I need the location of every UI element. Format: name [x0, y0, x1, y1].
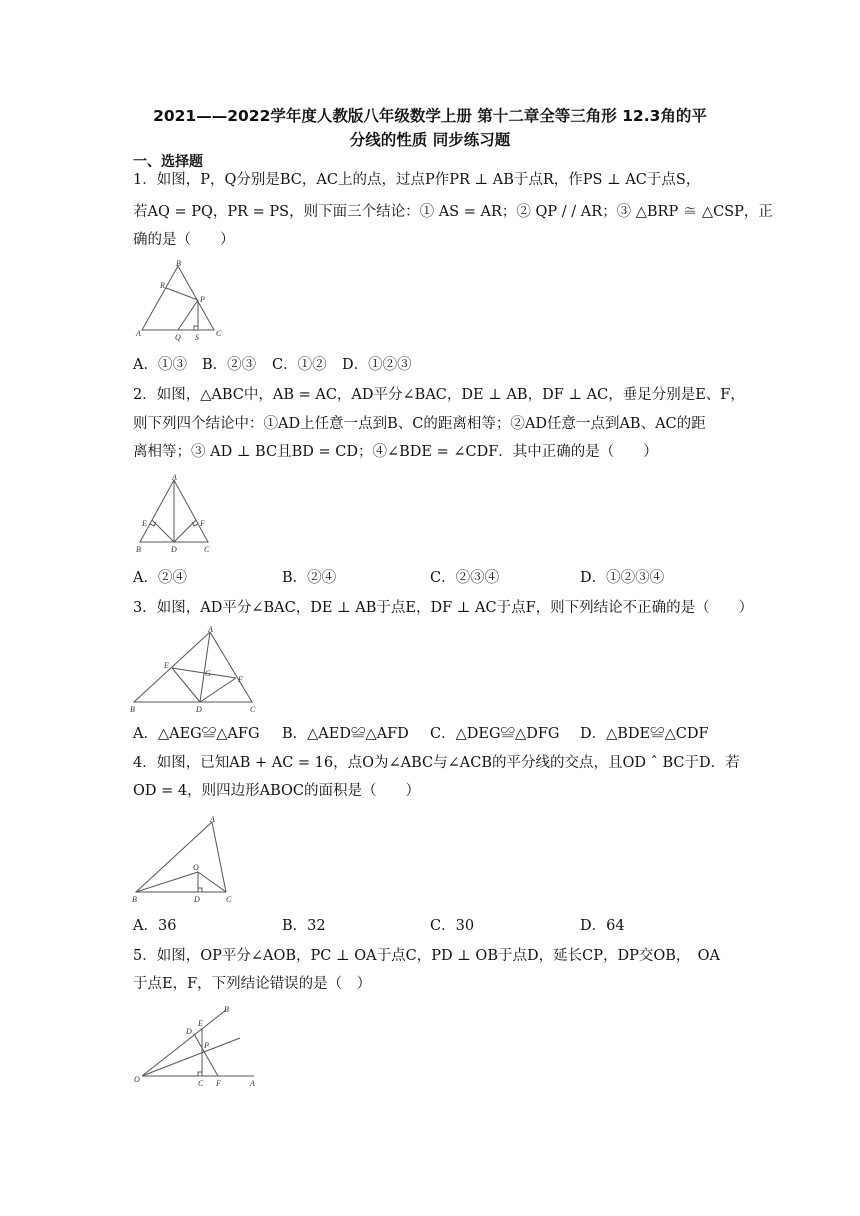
- q4-triangle: [136, 822, 226, 892]
- q3-label-d: D: [196, 705, 202, 714]
- q3-segment-df: [200, 678, 236, 702]
- q1-label-q: Q: [175, 333, 181, 342]
- q2-option-d[interactable]: D．①②③④: [580, 570, 665, 586]
- q2-label-c: C: [204, 545, 210, 554]
- q5-label-c: C: [198, 1079, 204, 1088]
- q2-label-e: E: [142, 519, 147, 528]
- q5-ray-ob: [142, 1010, 226, 1076]
- q2-option-c[interactable]: C．②③④: [430, 570, 500, 586]
- q3-triangle: [134, 632, 252, 702]
- section-heading: 一、选择题: [133, 154, 203, 170]
- q1-label-b: B: [176, 260, 181, 268]
- q4-label-c: C: [226, 895, 232, 904]
- q5-line-2: 于点E，F，下列结论错误的是（ ）: [133, 976, 372, 992]
- q5-line-1: 5．如图，OP平分∠AOB，PC ⊥ OA于点C，PD ⊥ OB于点D，延长CP，DP交OB， OA: [133, 948, 720, 964]
- q1-label-c: C: [216, 329, 222, 338]
- q1-label-s: S: [195, 333, 199, 342]
- q2-line-1: 2．如图，△ABC中，AB = AC，AD平分∠BAC，DE ⊥ AB，DF ⊥ AC，垂足分别是E、F，: [133, 387, 745, 403]
- q3-label-f: F: [238, 675, 243, 684]
- q5-ray-op: [142, 1038, 240, 1076]
- q2-line-3: 离相等；③ AD ⊥ BC且BD = CD；④∠BDE = ∠CDF．其中正确的是（ ）: [133, 444, 658, 460]
- q3-segment-ad: [200, 632, 210, 702]
- q1-right-angle-mark: [194, 326, 198, 330]
- q3-label-b: B: [130, 705, 135, 714]
- q5-label-p: P: [204, 1041, 209, 1050]
- q2-figure: [130, 474, 220, 556]
- q3-line-1: 3．如图，AD平分∠BAC，DE ⊥ AB于点E，DF ⊥ AC于点F，则下列结论不正确的是（ ）: [133, 600, 754, 616]
- q3-option-a[interactable]: A．△AEG≌△AFG: [133, 726, 260, 742]
- q5-label-e: E: [198, 1019, 203, 1028]
- q4-option-a[interactable]: A．36: [133, 918, 177, 934]
- q3-label-c: C: [250, 705, 256, 714]
- q1-label-r: R: [160, 281, 165, 290]
- q2-label-a: A: [172, 474, 177, 482]
- title-line-1: 2021——2022学年度人教版八年级数学上册 第十二章全等三角形 12.3角的平: [153, 107, 707, 125]
- q5-label-f: F: [216, 1079, 221, 1088]
- q5-label-b: B: [224, 1005, 229, 1014]
- q1-line-2: 若AQ = PQ，PR = PS，则下面三个结论：① AS = AR；② QP / / AR；③ △BRP ≅ △CSP，正: [133, 204, 773, 220]
- q4-right-angle-mark: [198, 888, 202, 892]
- q3-option-d[interactable]: D．△BDE≌△CDF: [580, 726, 709, 742]
- q5-label-d: D: [186, 1027, 192, 1036]
- q4-label-a: A: [210, 815, 215, 824]
- q4-figure: [130, 812, 240, 904]
- q4-label-o: O: [193, 863, 199, 872]
- q5-figure: [130, 1004, 260, 1090]
- q2-option-a[interactable]: A．②④: [133, 570, 187, 586]
- q3-label-g: G: [205, 669, 211, 678]
- q2-label-b: B: [136, 545, 141, 554]
- q4-line-2: OD = 4，则四边形ABOC的面积是（ ）: [133, 783, 420, 799]
- q2-option-b[interactable]: B．②④: [282, 570, 337, 586]
- q2-label-d: D: [171, 545, 177, 554]
- q4-option-d[interactable]: D．64: [580, 918, 625, 934]
- q5-right-angle-mark: [198, 1072, 202, 1076]
- q3-option-b[interactable]: B．△AED≌△AFD: [282, 726, 409, 742]
- q4-option-b[interactable]: B．32: [282, 918, 326, 934]
- q4-label-d: D: [194, 895, 200, 904]
- q4-option-c[interactable]: C．30: [430, 918, 475, 934]
- q3-figure: [128, 624, 260, 714]
- title-line-2: 分线的性质 同步练习题: [349, 131, 511, 149]
- q1-option-c[interactable]: C．①②: [272, 357, 327, 373]
- q4-segment-bo: [136, 872, 198, 892]
- q1-option-b[interactable]: B．②③: [202, 357, 257, 373]
- q2-line-2: 则下列四个结论中：①AD上任意一点到B、C的距离相等；②AD任意一点到AB、AC的距: [133, 416, 706, 432]
- q1-label-a: A: [136, 329, 141, 338]
- q2-label-f: F: [200, 519, 205, 528]
- q3-label-e: E: [164, 661, 169, 670]
- q1-option-a[interactable]: A．①③: [133, 357, 187, 373]
- q5-label-a: A: [250, 1079, 255, 1088]
- q1-line-1: 1．如图，P，Q分别是BC，AC上的点，过点P作PR ⊥ AB于点R，作PS ⊥ AC于点S，: [133, 172, 701, 188]
- q4-label-b: B: [132, 895, 137, 904]
- document-title: [110, 104, 750, 152]
- q1-figure: [130, 260, 230, 342]
- q4-line-1: 4．如图，已知AB + AC = 16，点O为∠ABC与∠ACB的平分线的交点，且OD ˆ BC于D．若: [133, 755, 740, 771]
- q5-label-o: O: [134, 1075, 140, 1084]
- q1-line-3: 确的是（ ）: [133, 232, 235, 248]
- q1-label-p: P: [200, 295, 205, 304]
- q3-segment-de: [172, 668, 200, 702]
- q3-label-a: A: [208, 625, 213, 634]
- q3-option-c[interactable]: C．△DEG≌△DFG: [430, 726, 560, 742]
- q1-option-d[interactable]: D．①②③: [342, 357, 412, 373]
